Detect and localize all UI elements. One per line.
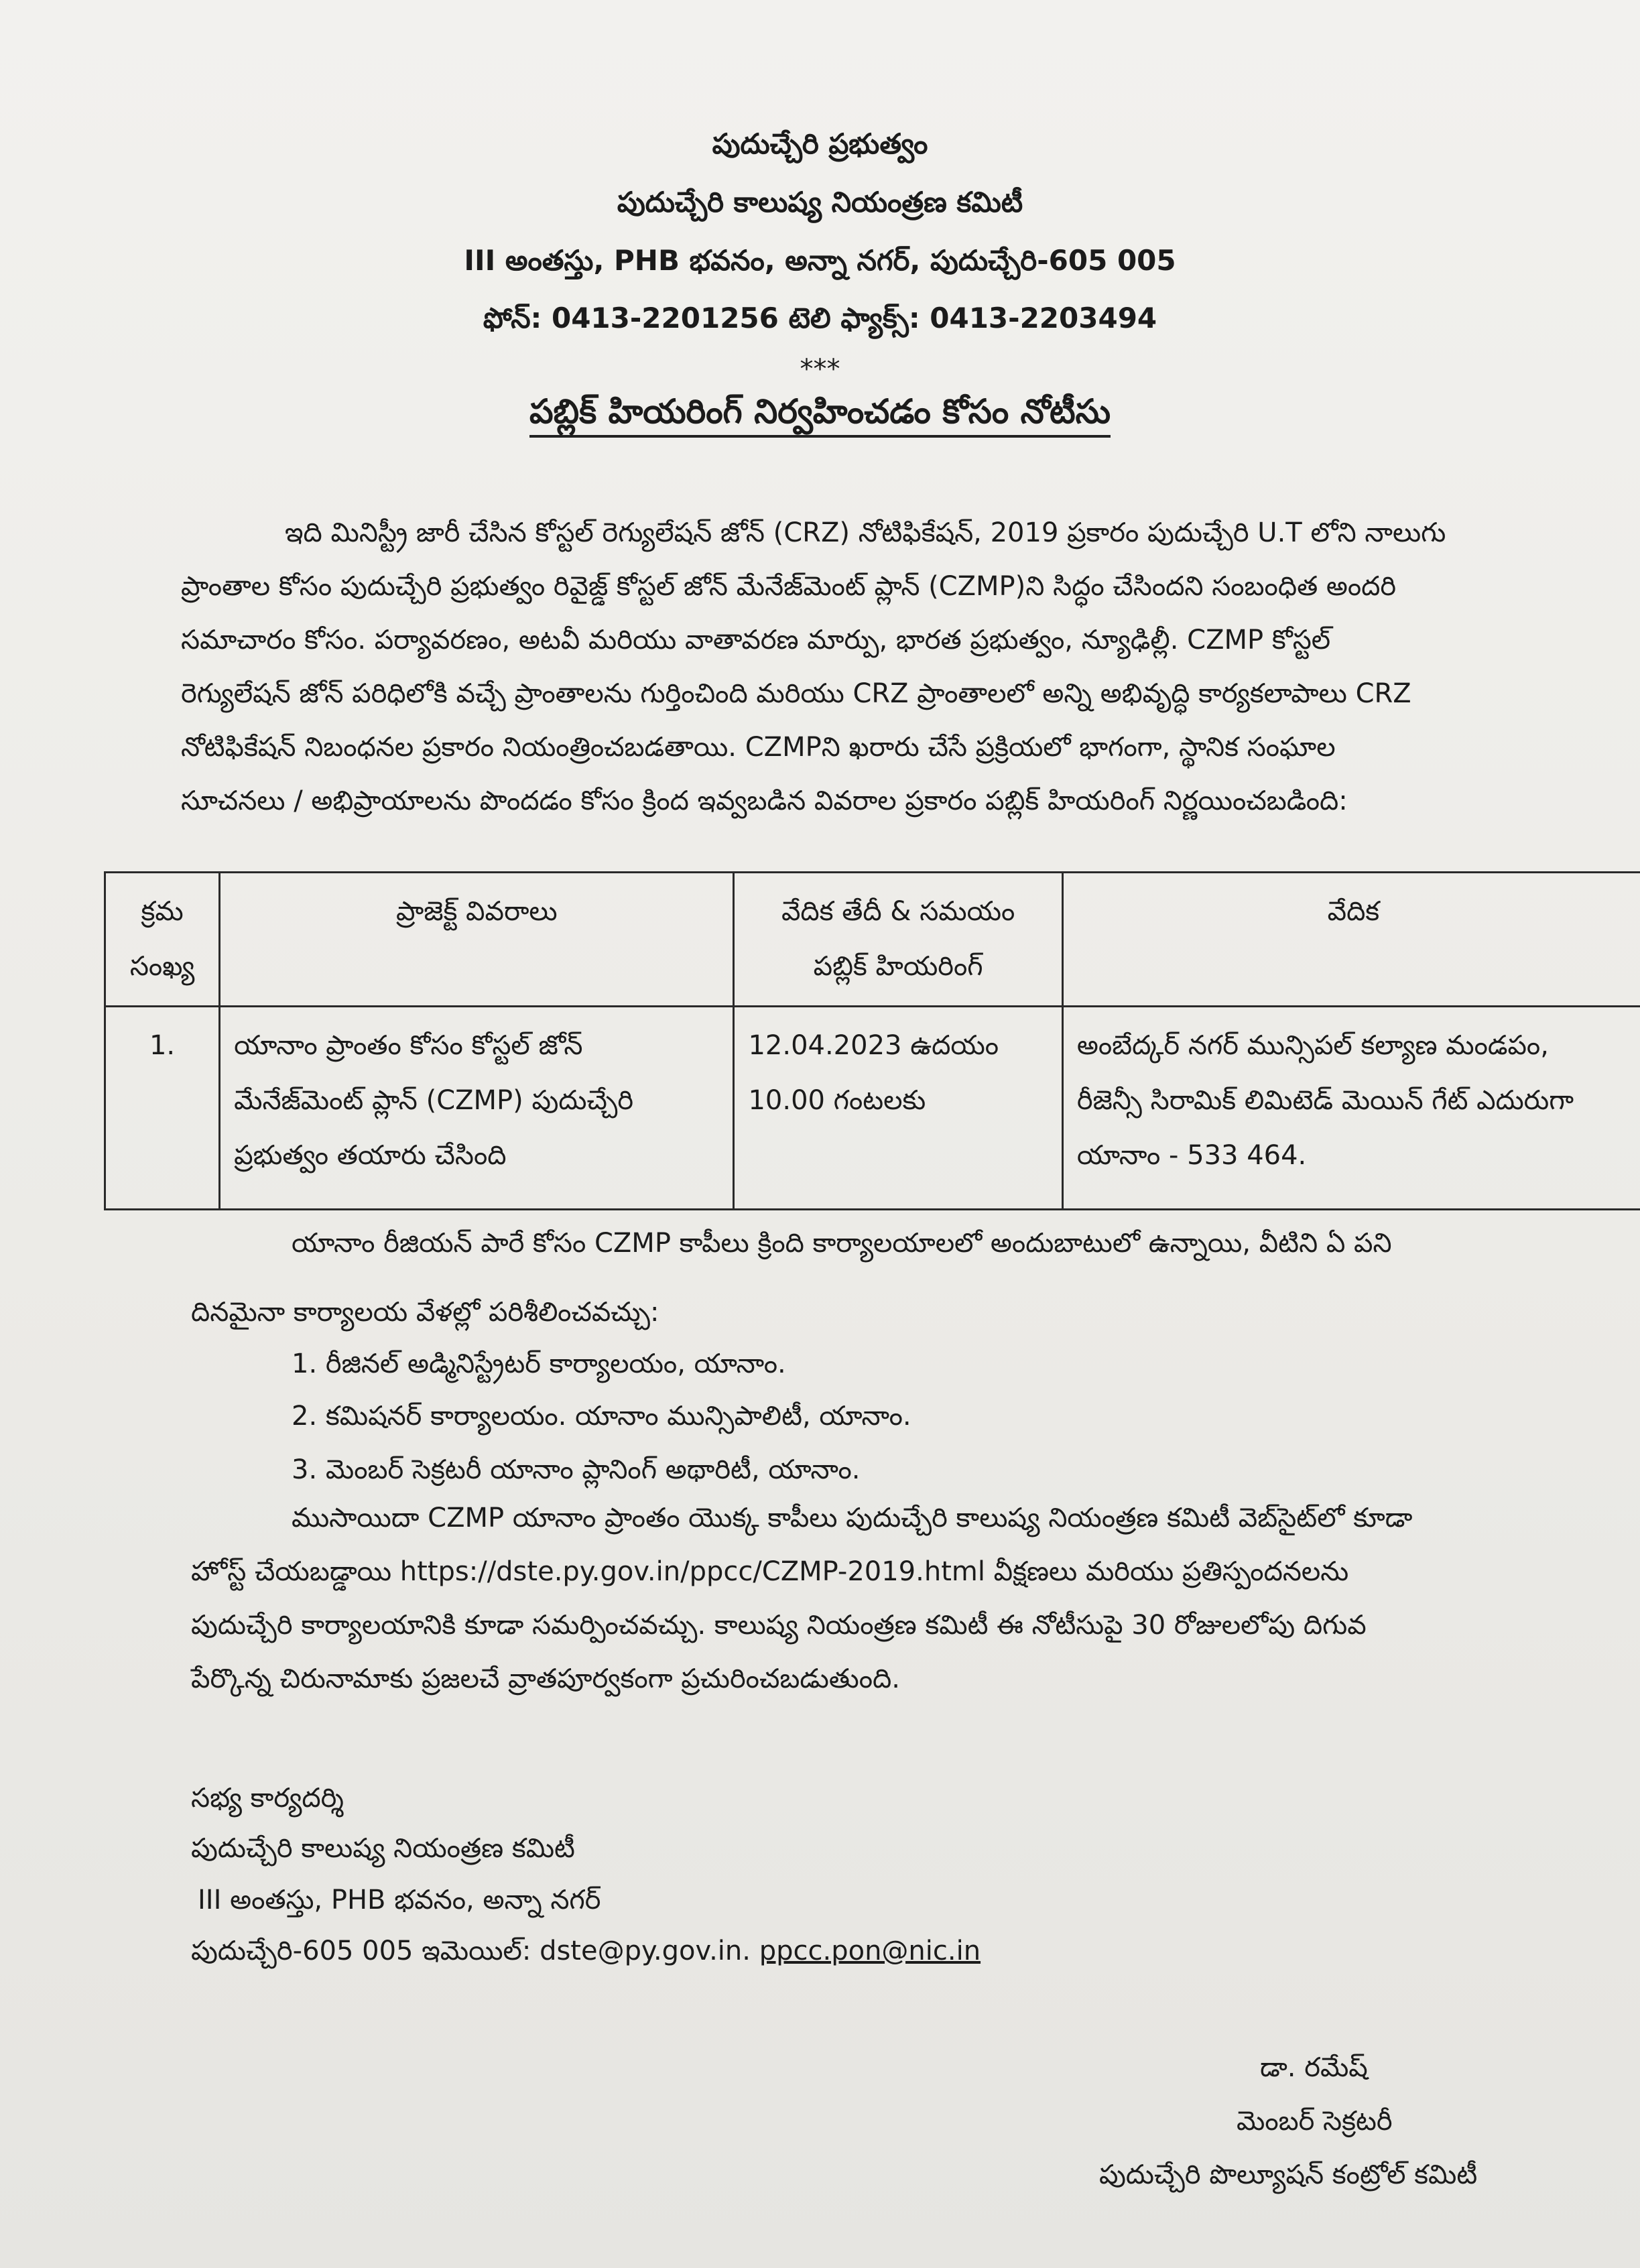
office-item: 1. రీజినల్ అడ్మినిస్ట్రేటర్ కార్యాలయం, యానాం. xyxy=(292,1348,786,1379)
header-venue xyxy=(1062,873,1640,1007)
email-link[interactable]: ppcc.pon@nic.in xyxy=(759,1936,981,1966)
header-datetime-line: వేదిక తేదీ & సమయం xyxy=(781,896,1015,927)
cell-project-line: మేనేజ్‌మెంట్ ప్లాన్ (CZMP) పుదుచ్చేరి xyxy=(234,1085,634,1116)
office-item: 2. కమిషనర్ కార్యాలయం. యానాం మున్సిపాలిటీ, యానాం. xyxy=(292,1401,911,1432)
intro-line: సమాచారం కోసం. పర్యావరణం, అటవీ మరియు వాతావరణ మార్పు, భారత ప్రభుత్వం, న్యూఢిల్లీ. CZMP కోస్టల్ xyxy=(181,625,1331,655)
signatory-title: మెంబర్ సెక్రటరీ xyxy=(1237,2106,1393,2137)
intro-line: ప్రాంతాల కోసం పుదుచ్చేరి ప్రభుత్వం రివైజ్డ్ కోస్టల్ జోన్ మేనేజ్‌మెంట్ ప్లాన్ (CZMP)ని సిద్ధం చేసిందని సంబంధిత అందరి xyxy=(181,571,1397,602)
separator-stars: *** xyxy=(800,354,840,385)
copies-line: దినమైనా కార్యాలయ వేళల్లో పరిశీలించవచ్చు: xyxy=(191,1297,659,1328)
intro-line: ఇది మినిస్ట్రీ జారీ చేసిన కోస్టల్ రెగ్యులేషన్ జోన్ (CRZ) నోటిఫికేషన్, 2019 ప్రకారం పుదుచ్చేరి U.T లోని నాలుగు xyxy=(285,517,1446,548)
header-datetime-line: పబ్లిక్ హియరింగ్ xyxy=(813,951,983,982)
signatory-org: పుదుచ్చేరి పొల్యూషన్ కంట్రోల్ కమిటీ xyxy=(1099,2159,1478,2190)
intro-line: రెగ్యులేషన్ జోన్ పరిధిలోకి వచ్చే ప్రాంతాలను గుర్తించింది మరియు CRZ ప్రాంతాలలో అన్ని అభివృద్ధి కార్యకలాపాలు CRZ xyxy=(181,678,1411,709)
cell-project xyxy=(220,1007,734,1210)
table-row xyxy=(105,1007,1640,1210)
cell-venue-line: రీజెన్సీ సిరామిక్ లిమిటెడ్ మెయిన్ గేట్ ఎదురుగా xyxy=(1076,1085,1574,1116)
table-header-row xyxy=(105,873,1640,1007)
header-datetime xyxy=(734,873,1062,1007)
header-serial-line: సంఖ్య xyxy=(129,951,195,982)
cell-venue xyxy=(1062,1007,1640,1210)
address-heading: III అంతస్తు, PHB భవనం, అన్నా నగర్, పుదుచ్చేరి-605 005 xyxy=(464,244,1176,277)
header-serial xyxy=(105,873,220,1007)
notice-title xyxy=(0,392,1640,440)
contact-address: III అంతస్తు, PHB భవనం, అన్నా నగర్ xyxy=(198,1885,601,1915)
government-heading: పుదుచ్చేరి ప్రభుత్వం xyxy=(712,127,928,160)
cell-project-line: ప్రభుత్వం తయారు చేసింది xyxy=(234,1140,507,1171)
header-serial-line: క్రమ xyxy=(141,896,184,927)
header-venue-line: వేదిక xyxy=(1327,896,1380,927)
copies-line: యానాం రీజియన్ పారే కోసం CZMP కాపీలు క్రింది కార్యాలయాలలో అందుబాటులో ఉన్నాయి, వీటిని ఏ పని xyxy=(292,1228,1392,1259)
phone-heading: ఫోన్: 0413-2201256 టెలి ఫ్యాక్స్: 0413-2203494 xyxy=(483,302,1157,334)
cell-venue-line: అంబేద్కర్ నగర్ మున్సిపల్ కల్యాణ మండపం, xyxy=(1076,1030,1549,1061)
signatory-name: డా. రమేష్ xyxy=(1260,2052,1368,2083)
contact-email-prefix: పుదుచ్చేరి-605 005 ఇమెయిల్: dste@py.gov.in. xyxy=(191,1936,751,1966)
intro-line: సూచనలు / అభిప్రాయాలను పొందడం కోసం క్రింద ఇవ్వబడిన వివరాల ప్రకారం పబ్లిక్ హియరింగ్ నిర్ణయించబడింది: xyxy=(181,785,1348,816)
intro-line: నోటిఫికేషన్ నిబంధనల ప్రకారం నియంత్రించబడతాయి. CZMPని ఖరారు చేసే ప్రక్రియలో భాగంగా, స్థానిక సంఘాల xyxy=(181,732,1336,763)
cell-datetime-line: 10.00 గంటలకు xyxy=(748,1085,926,1116)
contact-committee: పుదుచ్చేరి కాలుష్య నియంత్రణ కమిటీ xyxy=(191,1833,575,1864)
cell-serial: 1. xyxy=(105,1007,220,1210)
hearing-table xyxy=(104,871,1640,1210)
draft-line: హోస్ట్ చేయబడ్డాయి https://dste.py.gov.in/ppcc/CZMP-2019.html వీక్షణలు మరియు ప్రతిస్పందనలను xyxy=(191,1556,1349,1587)
contact-role: సభ్య కార్యదర్శి xyxy=(191,1783,344,1814)
header-project-line: ప్రాజెక్ట్ వివరాలు xyxy=(395,896,558,927)
draft-line: పేర్కొన్న చిరునామాకు ప్రజలచే వ్రాతపూర్వకంగా ప్రచురించబడుతుంది. xyxy=(191,1663,900,1694)
cell-venue-line: యానాం - 533 464. xyxy=(1076,1140,1307,1171)
cell-datetime xyxy=(734,1007,1062,1210)
notice-title-text: పబ్లిక్ హియరింగ్ నిర్వహించడం కోసం నోటీసు xyxy=(529,392,1111,438)
committee-heading: పుదుచ్చేరి కాలుష్య నియంత్రణ కమిటీ xyxy=(617,186,1023,218)
cell-datetime-line: 12.04.2023 ఉదయం xyxy=(748,1030,999,1061)
draft-line: ముసాయిదా CZMP యానాం ప్రాంతం యొక్క కాపీలు పుదుచ్చేరి కాలుష్య నియంత్రణ కమిటీ వెబ్‌సైట్‌లో కూడా xyxy=(292,1503,1413,1533)
header-project xyxy=(220,873,734,1007)
cell-project-line: యానాం ప్రాంతం కోసం కోస్టల్ జోన్ xyxy=(234,1030,583,1061)
office-item: 3. మెంబర్ సెక్రటరీ యానాం ప్లానింగ్ అథారిటీ, యానాం. xyxy=(292,1454,861,1485)
contact-email-line xyxy=(191,1936,981,1973)
draft-line: పుదుచ్చేరి కార్యాలయానికి కూడా సమర్పించవచ్చు. కాలుష్య నియంత్రణ కమిటీ ఈ నోటీసుపై 30 రోజులలోపు దిగువ xyxy=(191,1610,1367,1641)
